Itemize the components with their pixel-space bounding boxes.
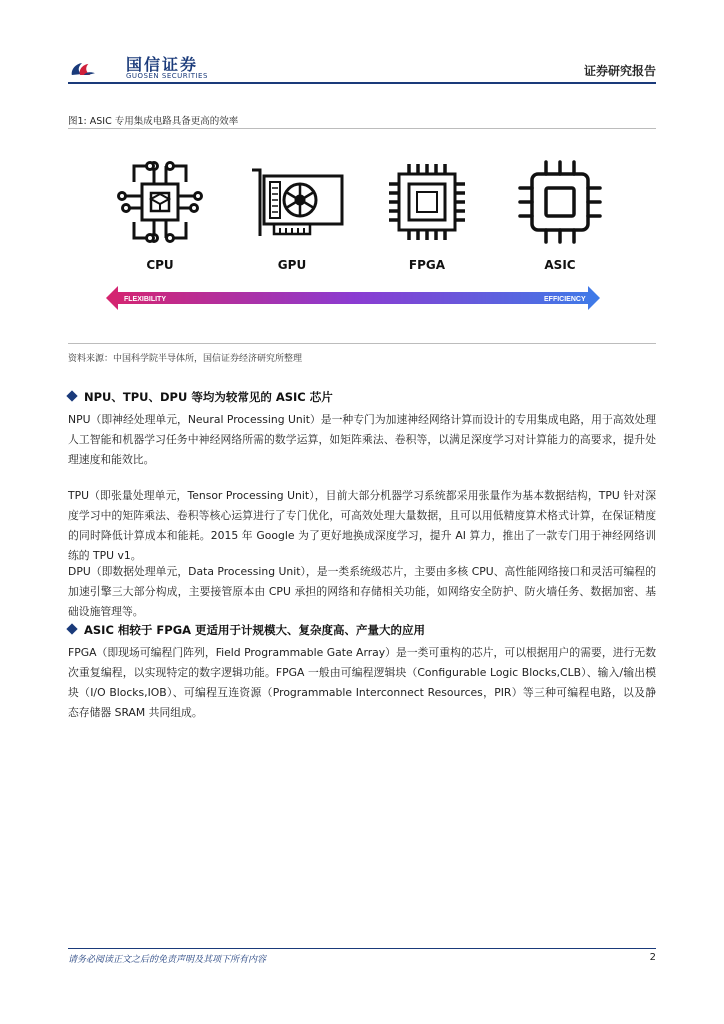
cpu-icon <box>119 163 202 242</box>
chip-efficiency-figure <box>68 130 656 340</box>
footer-divider <box>68 948 656 949</box>
diamond-bullet-icon <box>66 623 77 634</box>
paragraph-tpu: TPU（即张量处理单元，Tensor Processing Unit），目前大部分机器学习系统都采用张量作为基本数据结构，TPU 针对深度学习中的矩阵乘法、卷积等核心运算进行了专门优化，可高效处理大量数据，且可以用低精度算术格式计算，在保证精度的同时降低计算成本和能耗。2015 年 Google 为了更好地换成深度学习，提升 AI 算力，推出了一款专门用于神经网络训练的 TPU v1。 <box>68 489 656 562</box>
section-heading <box>68 622 425 638</box>
chip-figure-graphic <box>68 130 656 340</box>
arrow-left-label: FLEXIBILITY <box>124 296 166 303</box>
flexibility-efficiency-arrow <box>106 286 600 310</box>
logo-subtext: GUOSEN SECURITIES <box>126 72 208 80</box>
figure-source: 资料来源：中国科学院半导体所，国信证券经济研究所整理 <box>68 354 303 364</box>
disclaimer-note: 请务必阅读正文之后的免责声明及其项下所有内容 <box>68 955 267 965</box>
fpga-icon <box>389 164 465 240</box>
figure-bottom-divider <box>68 343 656 344</box>
arrow-right-label: EFFICIENCY <box>544 296 586 303</box>
paragraph-npu: NPU（即神经处理单元，Neural Processing Unit）是一种专门为加速神经网络计算而设计的专用集成电路，用于高效处理人工智能和机器学习任务中神经网络所需的数学运算，如矩阵乘法、卷积等，以满足深度学习对计算能力的高要求，提升处理速度和能效比。 <box>68 413 656 466</box>
guosen-logo-icon <box>70 52 130 86</box>
page-number: 2 <box>649 952 656 963</box>
chip-label-cpu: CPU <box>146 258 174 272</box>
asic-icon <box>520 162 600 242</box>
chip-label-gpu: GPU <box>277 258 307 272</box>
page-header <box>0 0 724 90</box>
logo-text: 国信证券 <box>126 55 199 74</box>
paragraph-dpu: DPU（即数据处理单元，Data Processing Unit），是一类系统级芯片，主要由多核 CPU、高性能网络接口和灵活可编程的加速引擎三大部分构成，主要接管原本由 CPU 承担的网络和存储相关功能，如网络安全防护、防火墙任务、数据加密、基础设施管理等。 <box>68 565 656 618</box>
gpu-icon <box>252 170 342 236</box>
diamond-bullet-icon <box>66 390 77 401</box>
figure-top-divider <box>68 128 656 129</box>
section-heading-text: ASIC 相较于 FPGA 更适用于计规模大、复杂度高、产量大的应用 <box>84 623 426 637</box>
chip-label-asic: ASIC <box>544 258 576 272</box>
section-heading <box>68 389 333 405</box>
section-heading-text: NPU、TPU、DPU 等均为较常见的 ASIC 芯片 <box>84 390 333 404</box>
paragraph-fpga: FPGA（即现场可编程门阵列，Field Programmable Gate Array）是一类可重构的芯片，可以根据用户的需要，进行无数次重复编程，以实现特定的数字逻辑功能。FPGA 一般由可编程逻辑块（Configurable Logic Blocks,CLB）、输入/输出模块（I/O Blocks,IOB）、可编程互连资源（Programmable Interconnect Resources，PIR）等三种可编程电路，以及静态存储器 SRAM 共同组成。 <box>68 646 656 719</box>
figure-caption: 图1: ASIC 专用集成电路具备更高的效率 <box>68 116 239 127</box>
header-divider <box>68 82 656 84</box>
chip-label-fpga: FPGA <box>408 258 446 272</box>
report-type-title: 证券研究报告 <box>583 64 656 78</box>
